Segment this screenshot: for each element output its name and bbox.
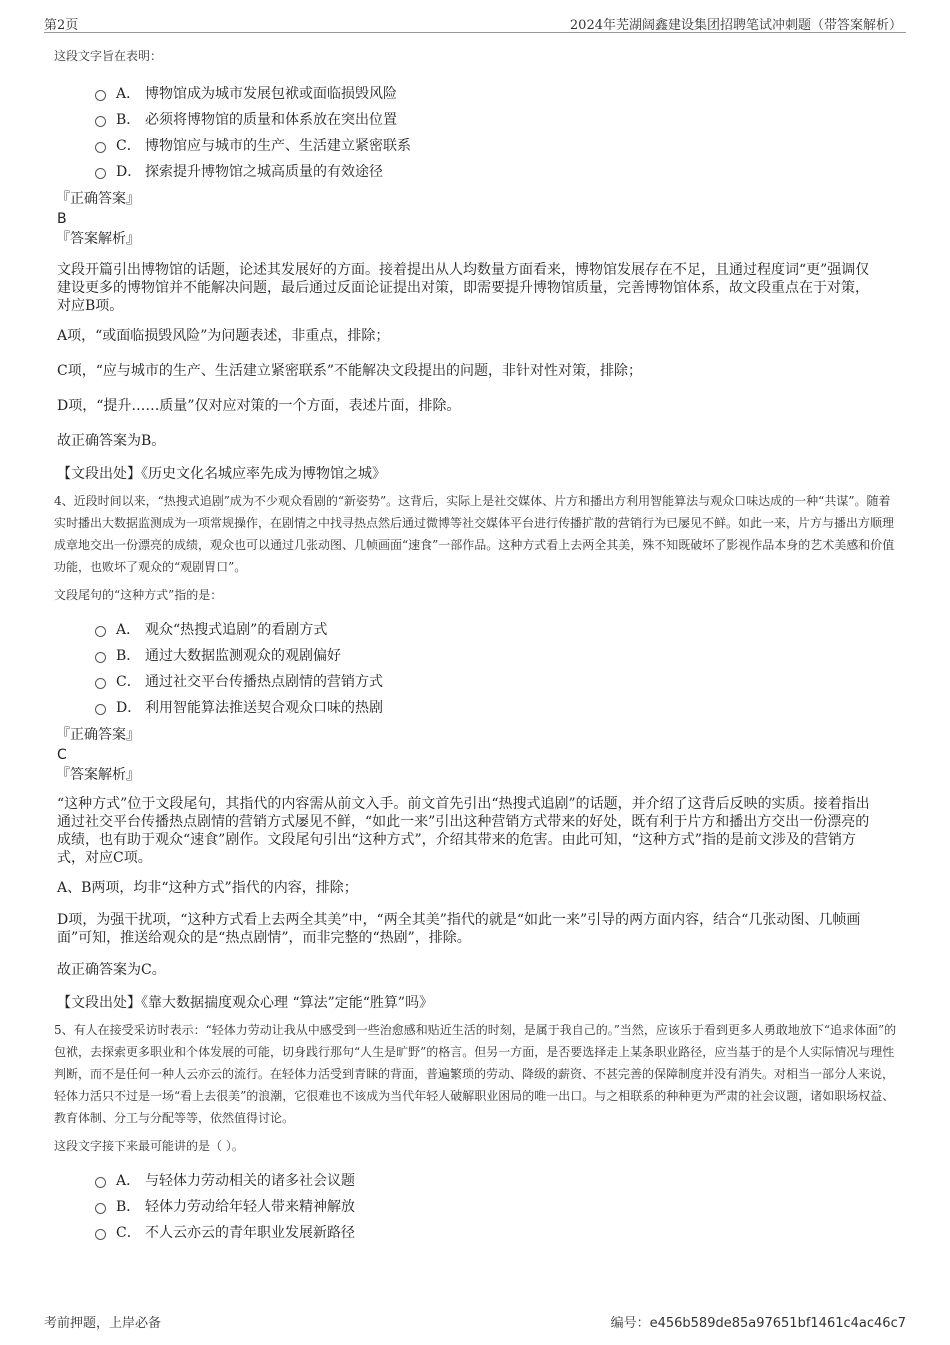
q4-option-b[interactable]: B． 通过大数据监测观众的观剧偏好 [98,643,950,669]
q4-analysis-ab: A、B两项，均非“这种方式”指代的内容，排除； [57,880,358,896]
q4-source: 【文段出处】《靠大数据揣度观众心理 “算法”定能“胜算”吗》 [57,995,434,1011]
q4-conclusion: 故正确答案为C。 [57,962,166,978]
q4-passage: 4、近段时间以来，“热搜式追剧”成为不少观众看剧的“新姿势”。这背后，实际上是社交媒体、片方和播出方利用智能算法与观众口味达成的一种“共谋”。随着实时播出大数据监测成为一项常规操作，在剧情之中找寻热点然后通过微博等社交媒体平台进行传播扩散的营销行为已屡见不鲜。如此一来，片方与播出方顺理成章地交出一份漂亮的成绩，观众也可以通过几张动图、几帧画面“速食”一部作品。这种方式看上去两全其美，殊不知既破坏了影视作品本身的艺术美感和价值功能，也败坏了观众的“观剧胃口”。 [54,494,895,574]
code-label: 编号： [610,1316,650,1331]
page-footer [44,1312,906,1331]
q5-prompt: 这段文字接下来最可能讲的是（ ）。 [54,1139,244,1153]
q5-passage: 5、有人在接受采访时表示：“轻体力劳动让我从中感受到一些治愈感和贴近生活的时刻，是属于我自己的。”当然，应该乐于看到更多人勇敢地放下“追求体面”的包袱，去探索更多职业和个体发展的可能，切身践行那句“人生是旷野”的格言。但另一方面，是否要选择走上某条职业路径，应当基于的是个人实际情况与理性判断，而不是任何一种人云亦云的流行。在轻体力活受到青睐的背面，普遍繁琐的劳动、降级的薪资、不甚完善的保障制度并没有消失。对相当一部分人来说，轻体力活只不过是一场“看上去很美”的浪潮，它很难也不该成为当代年轻人破解职业困局的唯一出口。与之相联系的种种更为严肃的社会议题，诸如职场权益、教育体制、分工与分配等等，依然值得讨论。 [54,1023,897,1125]
q3-prompt: 这段文字旨在表明： [54,49,163,63]
q3-analysis-label: 『答案解析』 [56,231,140,247]
page-content [0,44,950,1246]
q5-option-a[interactable]: A． 与轻体力劳动相关的诸多社会议题 [98,1168,950,1194]
radio-button[interactable] [95,652,106,663]
document-title: 2024年芜湖阔鑫建设集团招聘笔试冲刺题（带答案解析） [569,18,902,33]
q4-options [0,617,950,721]
radio-button[interactable] [95,142,106,153]
q3-analysis-d: D项，“提升……质量”仅对应对策的一个方面，表述片面，排除。 [57,398,461,414]
q5-options [0,1168,950,1246]
document-code [611,1312,906,1331]
page-number: 第2页 [44,18,79,33]
q3-option-a[interactable]: A． 博物馆成为城市发展包袱或面临损毁风险 [98,81,950,107]
q3-options [0,81,950,185]
q3-source: 【文段出处】《历史文化名城应率先成为博物馆之城》 [57,466,386,482]
radio-button[interactable] [95,1229,106,1240]
code-value: e456b589de85a97651bf1461c4ac46c7 [649,1316,906,1331]
q5-option-b[interactable]: B． 轻体力劳动给年轻人带来精神解放 [98,1194,950,1220]
q4-answer-label: 『正确答案』 [56,727,140,743]
radio-button[interactable] [95,1203,106,1214]
q3-option-d[interactable]: D． 探索提升博物馆之城高质量的有效途径 [98,159,950,185]
q3-analysis-a: A项，“或面临损毁风险”为问题表述，非重点，排除； [57,328,390,344]
q4-option-d[interactable]: D． 利用智能算法推送契合观众口味的热剧 [98,695,950,721]
radio-button[interactable] [95,626,106,637]
q4-analysis-main: “这种方式”位于文段尾句，其指代的内容需从前文入手。前文首先引出“热搜式追剧”的话题，并介绍了这背后反映的实质。接着指出通过社交平台传播热点剧情的营销方式屡见不鲜，“如此一来”引出这种营销方式带来的好处，既有利于片方和播出方交出一份漂亮的成绩，也有助于观众“速食”剧作。文段尾句引出“这种方式”，介绍其带来的危害。由此可知，“这种方式”指的是前文涉及的营销方式，对应C项。 [57,796,870,866]
q3-answer-label: 『正确答案』 [56,191,140,207]
q3-option-b[interactable]: B． 必须将博物馆的质量和体系放在突出位置 [98,107,950,133]
radio-button[interactable] [95,168,106,179]
radio-button[interactable] [95,704,106,715]
q3-option-c[interactable]: C． 博物馆应与城市的生产、生活建立紧密联系 [98,133,950,159]
q4-analysis-label: 『答案解析』 [56,767,140,783]
q3-answer: B [57,211,67,227]
q5-option-c[interactable]: C． 不人云亦云的青年职业发展新路径 [98,1220,950,1246]
radio-button[interactable] [95,678,106,689]
radio-button[interactable] [95,90,106,101]
q4-option-c[interactable]: C． 通过社交平台传播热点剧情的营销方式 [98,669,950,695]
q3-conclusion: 故正确答案为B。 [57,433,166,449]
footer-slogan: 考前押题，上岸必备 [44,1316,162,1331]
page-header [44,12,906,33]
q3-analysis-main: 文段开篇引出博物馆的话题，论述其发展好的方面。接着提出从人均数量方面看来，博物馆发展存在不足，且通过程度词“更”强调仅建设更多的博物馆并不能解决问题，最后通过反面论证提出对策，即需要提升博物馆质量，完善博物馆体系，故文段重点在于对策，对应B项。 [57,262,870,314]
q4-option-a[interactable]: A． 观众“热搜式追剧”的看剧方式 [98,617,950,643]
q4-answer: C [57,747,67,763]
q4-analysis-d: D项，为强干扰项，“这种方式看上去两全其美”中，“两全其美”指代的就是“如此一来”引导的两方面内容，结合“几张动图、几帧画面”可知，推送给观众的是“热点剧情”，而非完整的“热剧”，排除。 [57,912,861,946]
q4-prompt: 文段尾句的“这种方式”指的是： [54,588,223,602]
radio-button[interactable] [95,116,106,127]
q3-analysis-c: C项，“应与城市的生产、生活建立紧密联系”不能解决文段提出的问题，非针对性对策，排除； [57,363,643,379]
radio-button[interactable] [95,1177,106,1188]
